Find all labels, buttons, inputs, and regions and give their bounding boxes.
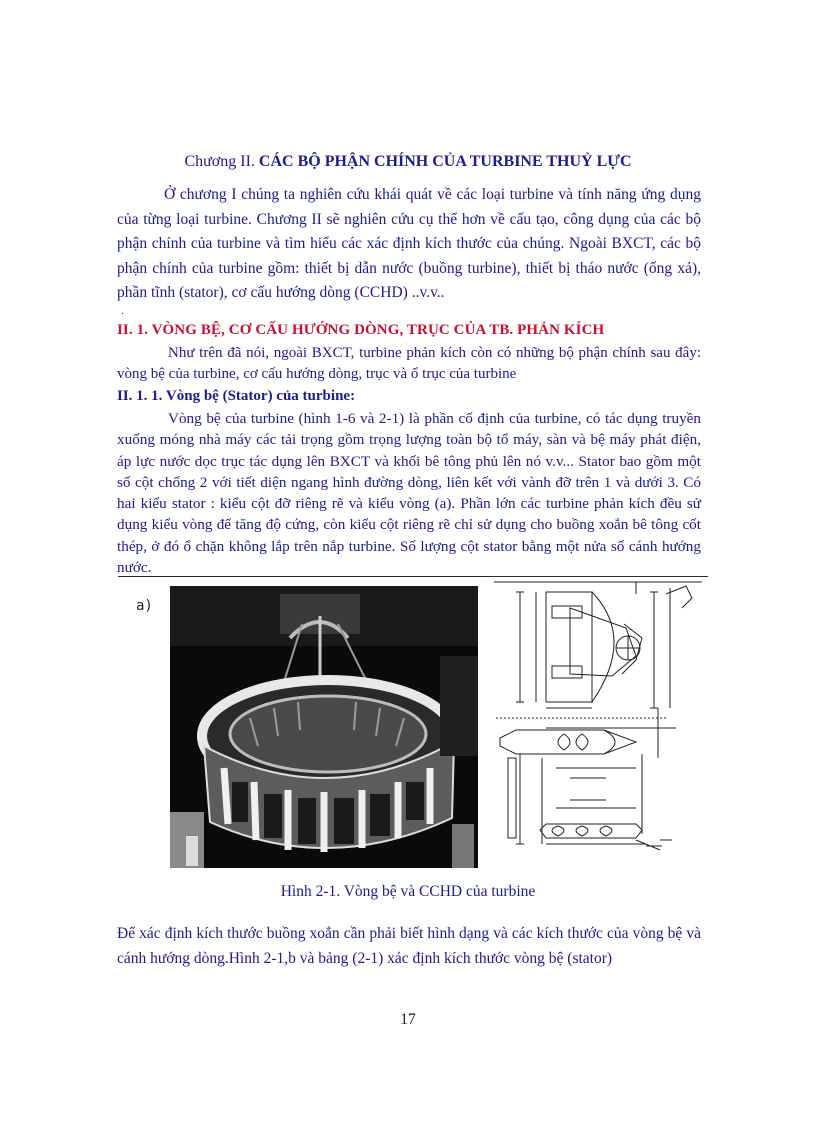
figure-label-a: a) xyxy=(136,598,153,614)
section-paragraph: Như trên đã nói, ngoài BXCT, turbine phản kích còn có những bộ phận chính sau đây: vòng bệ của turbine, cơ cấu hướng dòng, trục và ổ trục của turbine xyxy=(117,345,701,382)
figure-2-1 xyxy=(118,578,708,878)
figure-caption: Hình 2-1. Vòng bệ và CCHD của turbine xyxy=(280,883,536,900)
stray-mark: . xyxy=(121,303,124,317)
bottom-paragraph: Để xác định kích thước buồng xoắn cần phải biết hình dạng và các kích thước của vòng bệ và cánh hướng dòng.Hình 2-1,b và bảng (2-1) xác định kích thước vòng bệ (stator) xyxy=(117,925,701,967)
stator-photo xyxy=(170,586,478,868)
subsection-heading: II. 1. 1. Vòng bệ (Stator) của turbine: xyxy=(117,388,356,404)
divider-line xyxy=(118,576,708,577)
chapter-title-text: CÁC BỘ PHẬN CHÍNH CỦA TURBINE THUỶ LỰC xyxy=(258,153,632,170)
chapter-prefix: Chương II. xyxy=(184,153,259,170)
subsection-paragraph: Vòng bệ của turbine (hình 1-6 và 2-1) là phần cố định của turbine, có tác dụng truyền xuống móng nhà máy các tải trọng gồm trọng lượng toàn bộ tổ máy, sàn và bệ máy phát điện, áp lực nước dọc trục tác dụng lên BXCT và khối bê tông phủ lên nó v.v... Stator bao gồm một số cột chống 2 với tiết diện ngang hình đường dòng, liên kết với vành đỡ trên 1 và dưới 3. Có hai kiểu stator : kiểu cột đỡ riêng rẽ và kiểu vòng (a). Phần lớn các turbine phản kích đều sử dụng kiểu vòng để tăng độ cứng, còn kiểu cột riêng rẽ chỉ sử dụng cho buồng xoắn bê tông cốt thép, ở đó ổ chặn không lắp trên nắp turbine. Số lượng cột stator bằng một nửa số cánh hướng nước. xyxy=(117,410,701,577)
section-heading: II. 1. VÒNG BỆ, CƠ CẤU HƯỚNG DÒNG, TRỤC CỦA TB. PHẢN KÍCH xyxy=(117,322,605,338)
page-number: 17 xyxy=(400,1011,416,1028)
chapter-title xyxy=(0,153,816,171)
intro-paragraph: Ở chương I chúng ta nghiên cứu khái quát về các loại turbine và tính năng ứng dụng của từng loại turbine. Chương II sẽ nghiên cứu cụ thể hơn về cấu tạo, công dụng của các bộ phận chính của turbine và tìm hiểu các xác định kích thước của chúng. Ngoài BXCT, các bộ phận chính của turbine gồm: thiết bị dẫn nước (buồng turbine), thiết bị tháo nước (ống xả), phần tĩnh (stator), cơ cấu hướng dòng (CCHD) ..v.v.. xyxy=(117,186,701,302)
stator-technical-drawing xyxy=(486,578,708,878)
